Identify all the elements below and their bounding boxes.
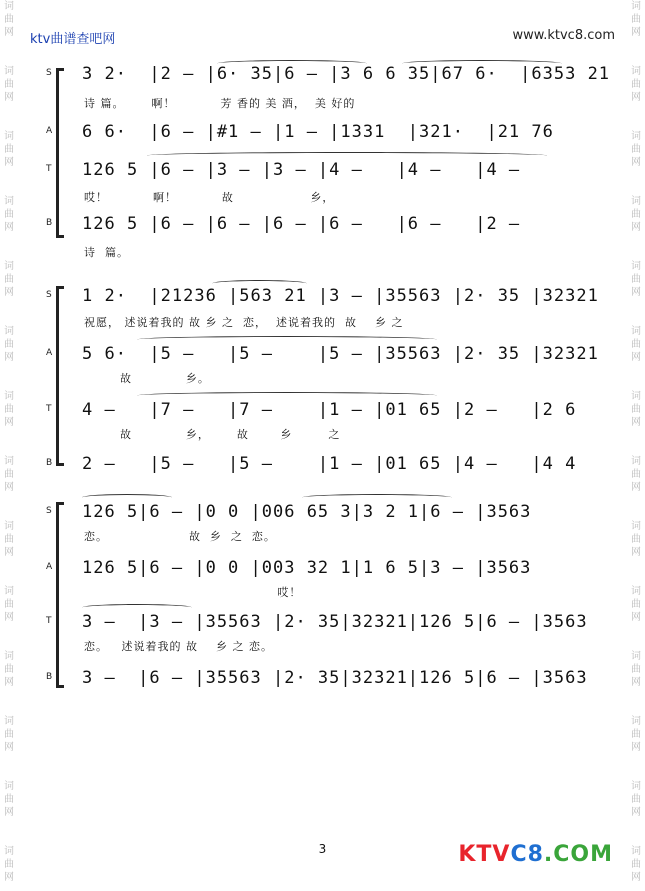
lyrics: 哎！ 啊！ 故 乡， <box>84 191 335 204</box>
slur <box>302 494 452 501</box>
logo-part-1: KTV <box>458 842 511 867</box>
score-system-2 <box>46 284 599 484</box>
lyrics: 故 乡。 <box>84 372 210 385</box>
system-brace <box>56 286 59 466</box>
slur <box>212 280 307 287</box>
site-logo[interactable] <box>458 842 613 867</box>
slur <box>82 494 172 501</box>
voice-line-alto <box>46 120 574 146</box>
logo-part-2: C8 <box>510 842 544 867</box>
logo-part-3: .COM <box>543 842 613 867</box>
slur <box>137 392 437 399</box>
page-number: 3 <box>318 842 327 856</box>
voice-label: B <box>46 458 53 468</box>
voice-label: S <box>46 506 52 516</box>
notation: 3 2· |2 — |6· 35|6 — |3 6 6 35|67 6· |6353 21 <box>82 64 611 84</box>
notation: 5 6· |5 — |5 — |5 — |35563 |2· 35 |32321 <box>82 344 599 364</box>
notation: 126 5|6 — |0 0 |003 32 1|1 6 5|3 — |3563 <box>82 558 532 578</box>
lyrics: 诗 篇。 啊！ 芳 香的 美 酒， 美 好的 <box>84 97 356 110</box>
voice-label: T <box>46 404 52 414</box>
voice-line-alto <box>46 342 599 368</box>
voice-line-alto <box>46 556 574 582</box>
notation: 126 5|6 — |0 0 |006 65 3|3 2 1|6 — |3563 <box>82 502 532 522</box>
voice-label: S <box>46 290 52 300</box>
voice-label: S <box>46 68 52 78</box>
slur <box>217 60 367 67</box>
notation: 4 — |7 — |7 — |1 — |01 65 |2 — |2 6 <box>82 400 577 420</box>
score-system-3 <box>46 500 588 700</box>
notation: 126 5 |6 — |6 — |6 — |6 — |6 — |2 — <box>82 214 521 234</box>
notation: 6 6· |6 — |#1 — |1 — |1331 |321· |21 76 <box>82 122 554 142</box>
side-watermark-right: 词 曲 网 词 曲 网 词 曲 网 词 曲 网 词 曲 网 词 曲 网 词 曲 网 词 曲 网 词 曲 网 词 曲 网 词 曲 网 词 曲 网 词 曲 网 词 曲 网 <box>631 1 641 883</box>
voice-label: T <box>46 164 52 174</box>
lyrics: 诗 篇。 <box>84 246 129 259</box>
notation: 126 5 |6 — |3 — |3 — |4 — |4 — |4 — <box>82 160 521 180</box>
voice-line-tenor <box>46 158 574 184</box>
slur <box>402 60 562 67</box>
voice-line-bass <box>46 452 577 478</box>
lyrics: 恋。 述说着我的 故 乡 之 恋。 <box>84 640 273 653</box>
slur <box>137 336 437 343</box>
notation: 1 2· |21236 |563 21 |3 — |35563 |2· 35 |32321 <box>82 286 599 306</box>
lyrics: 恋。 故 乡 之 恋。 <box>84 530 276 543</box>
system-brace <box>56 502 59 688</box>
voice-line-soprano <box>46 500 574 526</box>
voice-line-bass <box>46 666 588 692</box>
side-watermark-left: 词 曲 网 词 曲 网 词 曲 网 词 曲 网 词 曲 网 词 曲 网 词 曲 网 词 曲 网 词 曲 网 词 曲 网 词 曲 网 词 曲 网 词 曲 网 词 曲 网 <box>4 1 14 883</box>
system-brace <box>56 68 59 238</box>
notation: 3 — |3 — |35563 |2· 35|32321|126 5|6 — |3563 <box>82 612 588 632</box>
voice-label: B <box>46 672 53 682</box>
lyrics: 故 乡， 故 乡 之 <box>84 428 341 441</box>
score-system-1 <box>46 62 611 262</box>
lyrics: 哎！ <box>84 586 302 599</box>
voice-label: A <box>46 562 53 572</box>
voice-line-bass <box>46 212 574 238</box>
slur <box>82 604 192 611</box>
slur <box>147 152 547 159</box>
notation: 2 — |5 — |5 — |1 — |01 65 |4 — |4 4 <box>82 454 577 474</box>
voice-label: A <box>46 348 53 358</box>
lyrics: 祝愿， 述说着我的 故 乡 之 恋， 述说着我的 故 乡 之 <box>84 316 404 329</box>
voice-line-tenor <box>46 610 588 636</box>
voice-label: T <box>46 616 52 626</box>
voice-line-tenor <box>46 398 577 424</box>
voice-label: B <box>46 218 53 228</box>
site-url-header[interactable]: www.ktvc8.com <box>512 28 615 43</box>
voice-line-soprano <box>46 284 599 310</box>
site-name-header[interactable]: ktv曲谱查吧网 <box>30 32 116 47</box>
voice-label: A <box>46 126 53 136</box>
notation: 3 — |6 — |35563 |2· 35|32321|126 5|6 — |3563 <box>82 668 588 688</box>
